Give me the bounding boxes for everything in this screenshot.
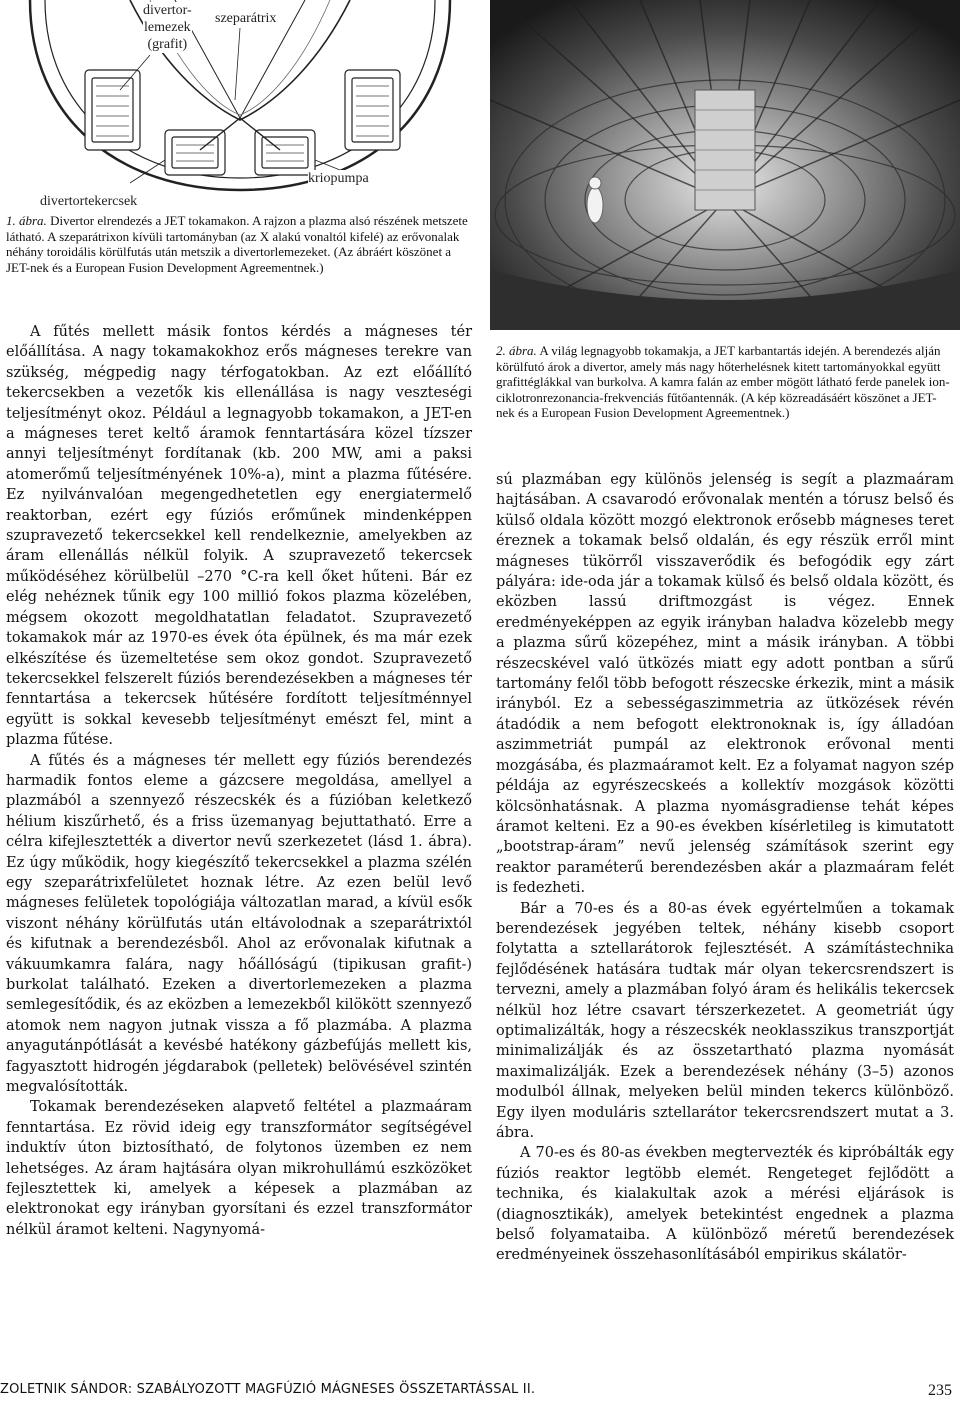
label-divertor-plates: divertor- lemezek (grafit) [143,3,192,52]
figure-2-caption-text: A világ legnagyobb tokamakja, a JET karbantartás idején. A berendezés alján körülfutó árok a divertor, amely más nagy hőterhelésnek kitett tartományokkal együtt grafittéglákkal van burkolva. A kamra falán az ember mögött látható ferde panelek ion-ciklotronrezonancia-frekvenciás fűtőantennák. (A kép közreadásáért köszönet a JET-nek és a European Fusion Development Agreementnek.) [496,343,950,421]
figure-1-number: 1. ábra. [6,213,47,228]
figure-1-caption [6,213,472,275]
divertor-cross-section-drawing [0,0,480,200]
right-text-column [496,470,954,1266]
left-paragraph-3: Tokamak berendezéseken alapvető feltétel a plazmaáram fenntartása. Ez rövid ideig egy transzformátor segítségével induktív úton biztosítható, de folytonos üzemben ez nem lehetséges. Az áram hajtására olyan mikrohullámú eszközöket fejlesztettek ki, amelyek a képesek a plazmában az elektronokat egy irányban gyorsítani és ezzel transzformátor nélkül áramot kelteni. Nagynyomá- [6,1099,472,1238]
jet-vessel-interior-photo [490,0,960,330]
right-paragraph-3: A 70-es és 80-as években megtervezték és kipróbálták egy fúziós reaktor legtöbb elemét. Rengeteget fejlődött a technika, és kialakultak azok a mérési eljárások is (diagnosztikák), amelyek betekintést engednek a plazma belső folyamataiba. A különböző méretű berendezések eredményeinek összehasonlításából empirikus skálatör- [496,1145,954,1264]
page-number: 235 [928,1382,952,1399]
left-text-column [6,322,472,1240]
right-paragraph-1: sú plazmában egy különös jelenség is segít a plazmaáram hajtásában. A csavarodó erővonalak mentén a tórusz belső és külső oldala között mozgó elektronok erősebb mágneses teret éreznek a tokamak belső oldalán, és egy részük erről mint mágneses tükörről visszaverődik és befogódik egy zárt pályára: ide-oda jár a tokamak külső és belső oldala között, és eközben lassú driftmozgást is végez. Ennek eredményeképpen az egyik irányban haladva közelebb megy a plazma sűrű közepéhez, mint a másik irányban. A többi részecskével való ütközés miatt egy adott pontban a sűrű tartomány felől több befogott részecske érkezik, mint a másik irányból. Ez a sebességaszimmetria az ütközések révén átadódik a nem befogott elektronoknak is, így álladóan aszimmetriát pumpál az elektronok erővonal menti mozgásába, és plazmaáramot kelt. Ez a folyamat nagyon szép példája az egyrészecskeés a kollektív mozgások közötti kölcsönhatásnak. A plazma nyomásgradiense tehát képes áramot kelteni. Ez a 90-es években kísérletileg is kimutatott „bootstrap-áram” nevű jelenség számítások szerint egy reaktor paraméterű berendezésben akár a plazmaáram felét is fedezheti. [496,472,954,897]
figure-2-number: 2. ábra. [496,343,537,358]
label-separatrix: szeparátrix [215,11,277,26]
figure-2-caption [496,343,954,421]
right-paragraph-2: Bár a 70-es és a 80-as évek egyértelműen a tokamak berendezések jegyében teltek, néhány kisebb csoport folytatta a sztellarátorok fejlesztését. A számítástechnika fejlődésének hatására tudtak már olyan tekercsrendszert is tervezni, amely a plazmában folyó áram és helikális tekercsek nélkül hoz létre csavart térszerkezetet. A geometriát úgy optimalizálták, hogy a részecskék neoklasszikus transzportját minimalizálják és az összetartható plazma nyomását maximalizálják. Ezek a berendezések néhány (3–5) azonos modulból állnak, melyeken belül minden tekercs különböző. Egy ilyen moduláris sztellarátor tekercsrendszert mutat a 3. ábra. [496,900,954,1141]
page-footer [0,1382,960,1404]
figure-1-divertor-drawing [0,0,480,209]
left-paragraph-2: A fűtés és a mágneses tér mellett egy fúziós berendezés harmadik fontos eleme a gázcsere megoldása, amellyel a plazmából a szennyező részecskék és a fúzióban keletkező hélium kiszűrhető, és a friss üzemanyag bejuttatható. Erre a célra kifejlesztették a divertor nevű szerkezetet (lásd 1. ábra). Ez úgy működik, hogy kiegészítő tekercsekkel a plazma szélén egy szeparátrixfelületet hoznak létre. Az ezen belül levő mágneses felületek topológiája változatlan marad, a kívül esők viszont néhány körülfutás után eltávolodnak a szeparátrixtól és kifutnak a berendezésből. Ahol az erővonalak kifutnak a vákuumkamra falára, nagy hőállóságú (tipikusan grafit-) burkolat található. Ezeken a divertorlemezeken a plazma semlegesítődik, és az eközben a lemezekből kilökött szennyező atomok nem nagyon jutnak vissza a fő plazmába. A plazma anyagutánpótlását a kevésbé hatékony gázbefújás mellett kis, fagyasztott hidrogén jégdarabok (pelletek) belövésével szintén megvalósították. [6,752,472,1096]
label-cryopump: kriopumpa [308,171,369,186]
left-paragraph-1: A fűtés mellett másik fontos kérdés a mágneses tér előállítása. A nagy tokamakokhoz erős mágneses terekre van szükség, mégpedig nagy térfogatokban. Az ezt előállító tekercsekben a vezetők kis ellenállása is nagy veszteségi teljesítményt okoz. Például a legnagyobb tokamakon, a JET-en a mágneses teret keltő áramok fenntartására közel tízszer annyi teljesítményt fordítanak (kb. 200 MW, ami a paksi atomerőmű teljesítményének 10%-a), mint a plazma fűtésére. Ez nyilvánvalóan megengedhetetlen egy energiatermelő reaktorban, ezért egy fúziós erőműnek mindenképpen szupravezető tekercsekkel kell rendelkeznie, amelyekben az áram ellenállás nélkül folyik. A szupravezető tekercsek működéséhez körülbelül –270 °C-ra kell őket hűteni. Bár ez elég nehéznek tűnik egy 100 millió fokos plazma közelében, mégsem okozott megoldhatatlan feladatot. Szupravezető tokamakok már az 1970-es évek óta épülnek, és ma már ezek elkészítése és üzemeltetése sem okoz gondot. Szupravezető tekercsekkel felszerelt fúziós berendezésekben a mágneses tér fenntartása a tekercsek hűtésére fordított teljesítménnyel együtt is sokkal kevesebb teljesítményt emészt fel, mint a plazma fűtése. [6,324,472,749]
figure-1-caption-text: Divertor elrendezés a JET tokamakon. A rajzon a plazma alsó részének metszete látható. A szeparátrixon kívüli tartományban (az X alakú vonaltól kifelé) az erővonalak néhány toroidális körülfutás után metszik a divertorlemezeket. (Az ábráért köszönet a JET-nek és a European Fusion Development Agreementnek.) [6,213,468,275]
label-divertor-coils: divertortekercsek [40,194,138,209]
figure-2-jet-photo [490,0,960,330]
running-title: ZOLETNIK SÁNDOR: SZABÁLYOZOTT MAGFÚZIÓ MÁGNESES ÖSSZETARTÁSSAL II. [0,1382,536,1397]
